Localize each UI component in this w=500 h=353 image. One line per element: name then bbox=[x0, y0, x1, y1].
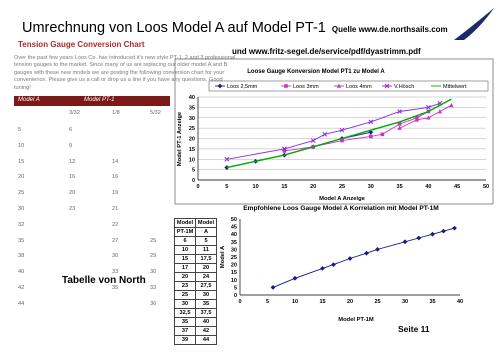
north-table-cell: 30 bbox=[112, 253, 119, 260]
x-tick-label: 15 bbox=[281, 184, 288, 190]
table-cell: 27,5 bbox=[196, 282, 217, 291]
north-table-cell: 42 bbox=[18, 285, 25, 291]
y-tick-label: 30 bbox=[188, 115, 195, 122]
title-text: Umrechnung von Loos Model A auf Model PT-1 bbox=[22, 20, 326, 36]
x-tick-label: 20 bbox=[346, 299, 354, 305]
table-cell: 5 bbox=[196, 237, 217, 246]
tension-chart-subtitle: Tension Gauge Conversion Chart bbox=[18, 40, 145, 49]
north-table-cell: 29 bbox=[150, 253, 157, 260]
north-table-cell: 44 bbox=[18, 300, 25, 307]
data-point bbox=[375, 247, 380, 252]
x-tick-label: 15 bbox=[319, 299, 326, 305]
table-cell: 23 bbox=[175, 282, 196, 291]
y-tick-label: 10 bbox=[230, 277, 237, 284]
north-table-cell: 35 bbox=[112, 285, 119, 291]
x-tick-label: 5 bbox=[225, 184, 229, 190]
page-number: Seite 11 bbox=[398, 324, 430, 334]
data-point bbox=[452, 226, 457, 231]
data-point bbox=[438, 109, 442, 113]
north-table-cell: 33 bbox=[112, 269, 119, 276]
y-tick-label: 25 bbox=[188, 126, 195, 133]
y-tick-label: 40 bbox=[230, 232, 237, 239]
north-table-cell: 6 bbox=[69, 127, 73, 133]
y-tick-label: 10 bbox=[188, 157, 195, 164]
table-cell: Model bbox=[175, 219, 196, 228]
north-table-cell: 30 bbox=[150, 269, 157, 276]
data-point bbox=[348, 256, 353, 261]
legend-label: Loos 2,5mm bbox=[227, 84, 258, 90]
legend-label: V.Hösch bbox=[394, 84, 415, 90]
table-cell: 10 bbox=[175, 246, 196, 255]
x-tick-label: 0 bbox=[196, 184, 200, 190]
y-tick-label: 15 bbox=[230, 270, 237, 277]
north-table-cell: 30 bbox=[18, 206, 25, 212]
x-tick-label: 30 bbox=[401, 299, 409, 305]
y-tick-label: 20 bbox=[188, 136, 195, 143]
data-point bbox=[430, 232, 435, 237]
y-axis-label: Model PT-1 Anzeige bbox=[177, 111, 183, 167]
north-table-cell: 20 bbox=[69, 190, 76, 197]
north-table-cell: 9 bbox=[69, 142, 73, 149]
legend-label: Loos 3mm bbox=[293, 84, 319, 90]
north-table-cell: 23 bbox=[69, 206, 76, 212]
north-header-model-a: Model A bbox=[18, 97, 40, 103]
north-table-cell: 40 bbox=[18, 269, 25, 276]
data-point bbox=[449, 103, 453, 107]
north-table-cell: 15 bbox=[18, 158, 25, 165]
north-table-cell: 22 bbox=[112, 221, 119, 228]
x-tick-label: 25 bbox=[374, 299, 381, 305]
x-tick-label: 25 bbox=[338, 184, 346, 190]
legend-label: Loos 4mm bbox=[346, 84, 372, 90]
x-tick-label: 20 bbox=[310, 184, 317, 190]
table-cell: 20 bbox=[196, 264, 217, 273]
x-tick-label: 45 bbox=[454, 184, 461, 190]
north-table-cell: 25 bbox=[150, 237, 157, 244]
data-point bbox=[416, 236, 421, 241]
north-table-cell: 35 bbox=[18, 237, 25, 244]
table-cell: Model bbox=[196, 219, 217, 228]
series-line bbox=[227, 103, 440, 159]
table-cell: 37 bbox=[175, 327, 196, 336]
y-tick-label: 25 bbox=[230, 255, 237, 261]
table-cell: A bbox=[196, 228, 217, 237]
intro-paragraph: Over the past few years Loos Co. has introduced it's new style PT-1, 2 and 3 professional tension gauges to the market. Since many of us are replacing our older model A and B gauges with these new models we are posting the following conversion chart for your convenience. Please give us a call or drop us a line if you have any questions. Good tuning! bbox=[14, 55, 236, 91]
source-url-line: und www.fritz-segel.de/service/pdf/dyastrimm.pdf bbox=[232, 47, 421, 56]
table-cell: 40 bbox=[196, 318, 217, 327]
table-cell: 11 bbox=[196, 246, 217, 255]
north-table-cell: 16 bbox=[69, 174, 76, 181]
legend-marker bbox=[284, 84, 288, 88]
north-table-cell: 33 bbox=[150, 285, 157, 291]
y-tick-label: 5 bbox=[191, 167, 195, 174]
x-tick-label: 30 bbox=[367, 184, 374, 190]
y-tick-label: 5 bbox=[233, 285, 237, 292]
north-table-cell: 25 bbox=[18, 190, 25, 197]
north-table-cell: 14 bbox=[112, 158, 119, 165]
table-cell: 17 bbox=[175, 264, 196, 273]
x-axis-label: Model A Anzeige bbox=[319, 196, 365, 202]
x-tick-label: 40 bbox=[425, 184, 432, 190]
x-tick-label: 35 bbox=[429, 299, 436, 305]
chart-title: Loose Gauge Konversion Model PT1 zu Model A bbox=[247, 69, 385, 75]
table-cell: 32,5 bbox=[175, 309, 196, 318]
north-table-caption: Tabelle von North bbox=[62, 275, 146, 286]
table-cell: 30 bbox=[196, 291, 217, 300]
series-line bbox=[400, 105, 452, 128]
chart-title: Empfohlene Loos Gauge Model A Korrelation mit Model PT-1M bbox=[243, 205, 439, 212]
x-tick-label: 10 bbox=[291, 299, 299, 305]
table-cell: 20 bbox=[175, 273, 196, 282]
north-table-cell: 36 bbox=[150, 300, 157, 307]
north-table-cell: 32 bbox=[18, 221, 25, 228]
north-table-cell: 16 bbox=[112, 174, 119, 181]
table-cell: 30 bbox=[175, 300, 196, 309]
north-header-pt1: Model PT-1 bbox=[84, 97, 115, 103]
y-tick-label: 0 bbox=[191, 178, 195, 184]
north-table-cell: 21 bbox=[112, 206, 119, 212]
x-tick-label: 50 bbox=[482, 184, 490, 190]
table-cell: 6 bbox=[175, 237, 196, 246]
data-point bbox=[320, 266, 325, 271]
series-line bbox=[284, 112, 428, 151]
north-table-cell: 5 bbox=[18, 127, 22, 133]
data-point bbox=[441, 229, 446, 234]
table-cell: 15 bbox=[175, 255, 196, 264]
y-tick-label: 20 bbox=[230, 262, 237, 269]
x-tick-label: 0 bbox=[238, 299, 242, 305]
data-point bbox=[293, 276, 298, 281]
north-table-cell: 12 bbox=[69, 158, 76, 165]
north-table-cell: 27 bbox=[112, 237, 119, 244]
table-cell: 25 bbox=[175, 291, 196, 300]
legend-label: Mittelwert bbox=[443, 84, 467, 90]
north-table-cell: 38 bbox=[18, 253, 25, 260]
table-cell: 35 bbox=[196, 300, 217, 309]
y-tick-label: 35 bbox=[188, 105, 195, 112]
data-point bbox=[381, 133, 385, 137]
x-tick-label: 40 bbox=[456, 299, 464, 305]
table-cell: 35 bbox=[175, 318, 196, 327]
y-tick-label: 35 bbox=[230, 239, 237, 246]
data-point bbox=[271, 285, 276, 290]
y-tick-label: 0 bbox=[233, 293, 237, 299]
north-table-cell: 20 bbox=[18, 174, 25, 181]
data-point bbox=[403, 239, 408, 244]
x-tick-label: 35 bbox=[396, 184, 403, 190]
north-table-cell: 19 bbox=[112, 190, 119, 197]
table-cell: 39 bbox=[175, 336, 196, 345]
north-subheader: 1/8 bbox=[112, 110, 120, 116]
legend-marker bbox=[218, 84, 223, 89]
y-tick-label: 50 bbox=[230, 217, 237, 223]
table-cell: PT-1M bbox=[175, 228, 196, 237]
table-cell: 42 bbox=[196, 327, 217, 336]
x-axis-label: Model PT-1M bbox=[338, 317, 374, 323]
table-cell: 44 bbox=[196, 336, 217, 345]
data-point bbox=[331, 262, 336, 267]
y-axis-label: Model A bbox=[220, 245, 226, 269]
y-tick-label: 45 bbox=[230, 224, 237, 231]
north-table-cell: 10 bbox=[18, 142, 25, 149]
table-cell: 24 bbox=[196, 273, 217, 282]
y-tick-label: 30 bbox=[230, 247, 237, 254]
data-point bbox=[369, 135, 373, 139]
y-tick-label: 15 bbox=[188, 146, 195, 153]
north-subheader: 5/32 bbox=[150, 110, 161, 116]
north-subheader: 3/32 bbox=[69, 110, 80, 116]
source-text: Quelle www.de.northsails.com bbox=[331, 25, 448, 34]
y-tick-label: 40 bbox=[188, 95, 195, 101]
x-tick-label: 5 bbox=[265, 299, 270, 305]
table-cell: 17,5 bbox=[196, 255, 217, 264]
data-point bbox=[364, 251, 369, 256]
series-line bbox=[273, 228, 455, 287]
x-tick-label: 10 bbox=[252, 184, 259, 190]
table-cell: 37,5 bbox=[196, 309, 217, 318]
